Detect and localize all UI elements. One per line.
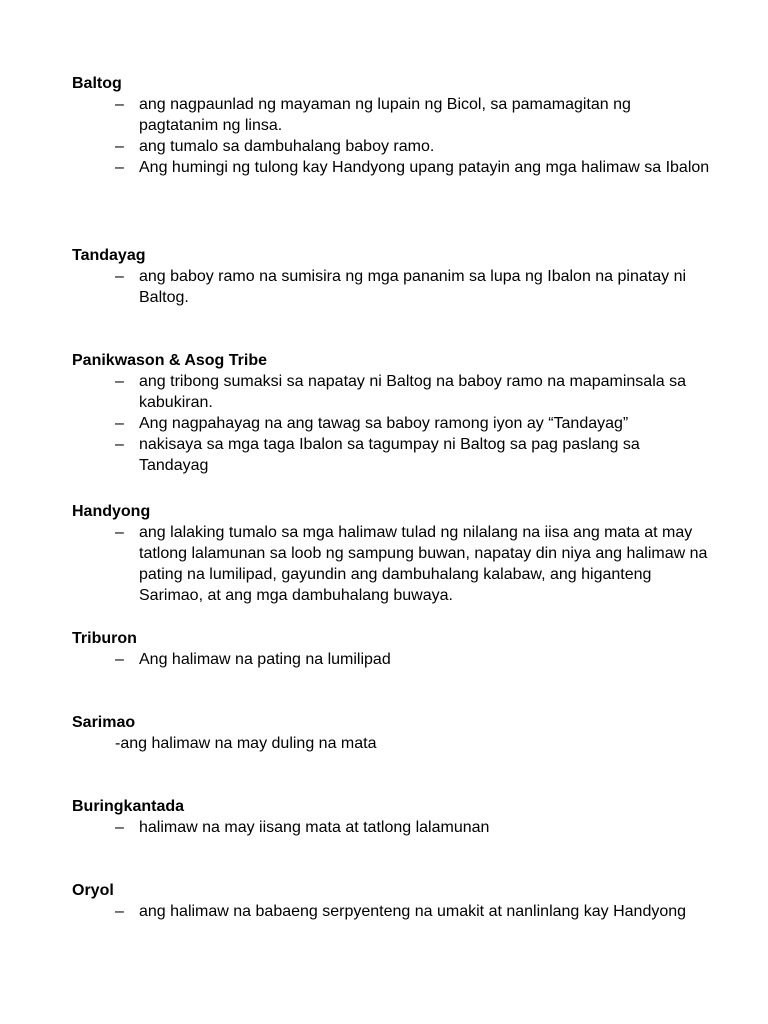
list-item xyxy=(72,901,712,922)
section-buringkantada xyxy=(72,796,712,838)
list-item xyxy=(72,157,712,178)
section-heading: Panikwason & Asog Tribe xyxy=(72,352,268,369)
list-item xyxy=(72,817,712,838)
item-text: ang nagpaunlad ng mayaman ng lupain ng Bicol, sa pamamagitan ng pagtatanim ng linsa. xyxy=(139,96,631,134)
item-list xyxy=(72,371,712,476)
dash-bullet: – xyxy=(115,524,124,541)
item-text: Ang humingi ng tulong kay Handyong upang patayin ang mga halimaw sa Ibalon xyxy=(139,159,710,176)
list-item xyxy=(72,371,712,413)
item-text: Ang halimaw na pating na lumilipad xyxy=(139,651,391,668)
item-list xyxy=(72,522,712,606)
section-panikwason-asog xyxy=(72,350,712,476)
section-triburon xyxy=(72,628,712,670)
section-tandayag xyxy=(72,245,712,308)
section-handyong xyxy=(72,501,712,606)
item-text: halimaw na may iisang mata at tatlong lalamunan xyxy=(139,819,490,836)
section-heading: Handyong xyxy=(72,503,151,520)
dash-bullet: – xyxy=(115,268,124,285)
section-baltog xyxy=(72,73,712,178)
section-heading: Triburon xyxy=(72,630,137,647)
item-text: ang halimaw na babaeng serpyenteng na umakit at nanlinlang kay Handyong xyxy=(139,903,687,920)
section-sarimao xyxy=(72,712,712,754)
dash-bullet: – xyxy=(115,819,124,836)
item-list xyxy=(72,649,712,670)
item-list xyxy=(72,901,712,922)
item-list xyxy=(72,94,712,178)
dash-bullet: – xyxy=(115,138,124,155)
dash-bullet: – xyxy=(115,415,124,432)
list-item xyxy=(72,649,712,670)
item-text: ang baboy ramo na sumisira ng mga pananim sa lupa ng Ibalon na pinatay ni Baltog. xyxy=(139,268,687,306)
plain-text: -ang halimaw na may duling na mata xyxy=(115,735,377,752)
item-list xyxy=(72,266,712,308)
item-text: ang tumalo sa dambuhalang baboy ramo. xyxy=(139,138,435,155)
dash-bullet: – xyxy=(115,436,124,453)
dash-bullet: – xyxy=(115,373,124,390)
dash-bullet: – xyxy=(115,903,124,920)
section-heading: Baltog xyxy=(72,75,122,92)
list-item xyxy=(72,136,712,157)
item-text: nakisaya sa mga taga Ibalon sa tagumpay ni Baltog sa pag paslang sa Tandayag xyxy=(139,436,640,474)
item-text: Ang nagpahayag na ang tawag sa baboy ramong iyon ay “Tandayag” xyxy=(139,415,629,432)
item-text: ang lalaking tumalo sa mga halimaw tulad ng nilalang na iisa ang mata at may tatlong lalamunan sa loob ng sampung buwan, napatay din niya ang halimaw na pating na lumilipad, gayundin ang dambuhalang kalabaw, ang higanteng Sarimao, at ang mga dambuhalang buwaya. xyxy=(139,524,708,604)
list-item xyxy=(72,266,712,308)
list-item xyxy=(72,413,712,434)
list-item xyxy=(72,522,712,606)
item-list xyxy=(72,817,712,838)
section-heading: Buringkantada xyxy=(72,798,185,815)
section-heading: Tandayag xyxy=(72,247,146,264)
list-item xyxy=(72,434,712,476)
list-item xyxy=(72,94,712,136)
section-oryol xyxy=(72,880,712,922)
item-text: ang tribong sumaksi sa napatay ni Baltog na baboy ramo na mapaminsala sa kabukiran. xyxy=(139,373,686,411)
dash-bullet: – xyxy=(115,651,124,668)
dash-bullet: – xyxy=(115,96,124,113)
dash-bullet: – xyxy=(115,159,124,176)
section-heading: Sarimao xyxy=(72,714,136,731)
section-heading: Oryol xyxy=(72,882,114,899)
